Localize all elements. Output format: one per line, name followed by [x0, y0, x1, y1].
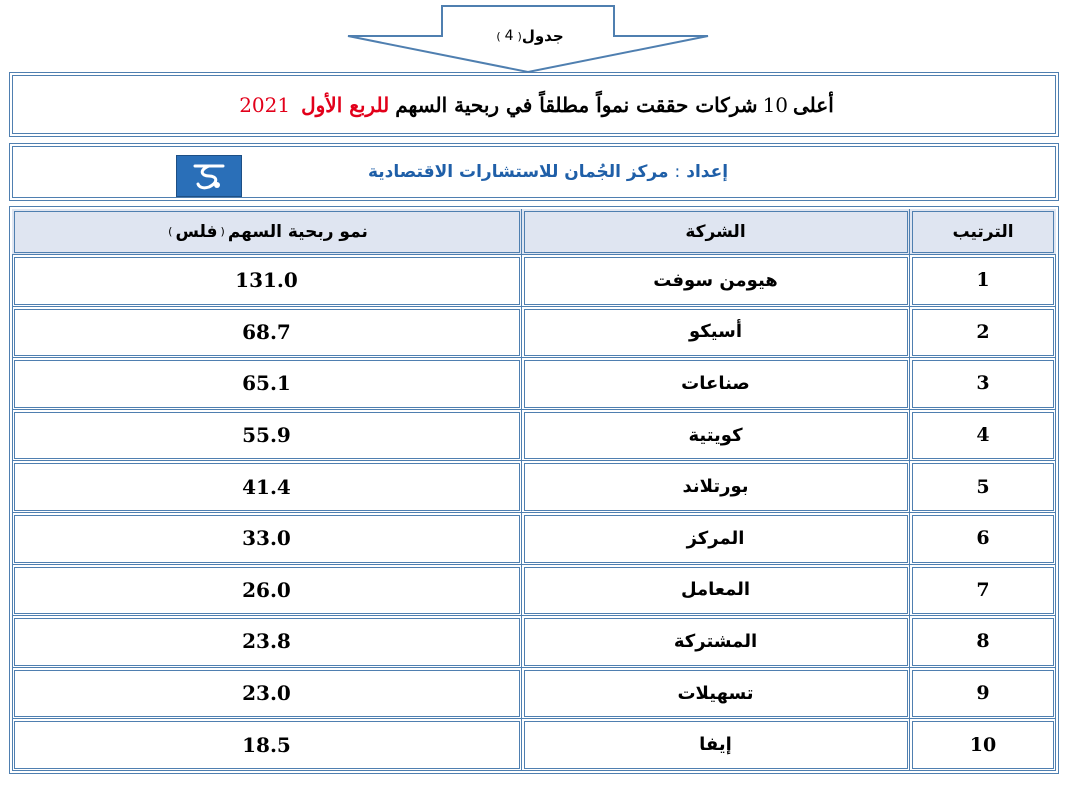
page-title: [13, 76, 1055, 133]
rank-cell: 1: [910, 255, 1056, 307]
title-highlight: للربع الأول: [301, 92, 390, 117]
header-growth-label: نمو ربحية السهم: [227, 221, 368, 242]
growth-cell: 23.0: [12, 668, 522, 720]
credit-line: [323, 147, 773, 197]
rank-cell: 4: [910, 410, 1056, 462]
title-year: 2021: [239, 92, 291, 117]
company-cell: المعامل: [522, 565, 910, 617]
table-row: [12, 410, 1056, 462]
title-part2: شركات حققت نمواً مطلقاً في ربحية السهم: [395, 92, 758, 117]
company-cell: المركز: [522, 513, 910, 565]
table-label-text: جدول: [521, 27, 564, 45]
rank-cell: 2: [910, 307, 1056, 359]
growth-cell: 33.0: [12, 513, 522, 565]
table-row: [12, 307, 1056, 359]
credit-separator: :: [674, 162, 681, 182]
rank-cell: 5: [910, 461, 1056, 513]
growth-cell: 26.0: [12, 565, 522, 617]
rank-cell: 8: [910, 616, 1056, 668]
paren-open: (: [517, 29, 522, 43]
company-cell: هيومن سوفت: [522, 255, 910, 307]
header-growth: [12, 209, 522, 255]
table-row: [12, 565, 1056, 617]
title-part1: أعلى: [793, 92, 834, 117]
header-rank: الترتيب: [910, 209, 1056, 255]
header-growth-paren-open: (: [220, 225, 225, 238]
table-number-label: [470, 22, 590, 50]
rank-cell: 7: [910, 565, 1056, 617]
paren-close: ): [496, 29, 501, 43]
table-row: [12, 719, 1056, 771]
rank-cell: 6: [910, 513, 1056, 565]
header-growth-paren-close: ): [168, 225, 173, 238]
rank-cell: 3: [910, 358, 1056, 410]
table-row: [12, 461, 1056, 513]
title-box: [12, 75, 1056, 134]
company-cell: إيفا: [522, 719, 910, 771]
company-cell: صناعات: [522, 358, 910, 410]
logo-icon: [176, 155, 242, 197]
table-header-row: [12, 209, 1056, 255]
table-row: [12, 513, 1056, 565]
table-row: [12, 616, 1056, 668]
company-cell: تسهيلات: [522, 668, 910, 720]
growth-cell: 41.4: [12, 461, 522, 513]
growth-cell: 68.7: [12, 307, 522, 359]
table-row: [12, 358, 1056, 410]
header-company: الشركة: [522, 209, 910, 255]
credit-source: مركز الجُمان للاستشارات الاقتصادية: [367, 162, 669, 182]
company-cell: بورتلاند: [522, 461, 910, 513]
company-cell: أسيكو: [522, 307, 910, 359]
company-cell: المشتركة: [522, 616, 910, 668]
table-number: 4: [504, 28, 514, 44]
rank-cell: 10: [910, 719, 1056, 771]
credit-box: [12, 146, 1056, 198]
company-cell: كويتية: [522, 410, 910, 462]
title-number: 10: [762, 92, 789, 117]
credit-label: إعداد: [686, 162, 729, 182]
growth-cell: 18.5: [12, 719, 522, 771]
data-table: [12, 209, 1056, 771]
growth-cell: 23.8: [12, 616, 522, 668]
rank-cell: 9: [910, 668, 1056, 720]
header-growth-unit: فلس: [175, 221, 218, 242]
table-row: [12, 255, 1056, 307]
growth-cell: 55.9: [12, 410, 522, 462]
growth-cell: 131.0: [12, 255, 522, 307]
table-row: [12, 668, 1056, 720]
growth-cell: 65.1: [12, 358, 522, 410]
